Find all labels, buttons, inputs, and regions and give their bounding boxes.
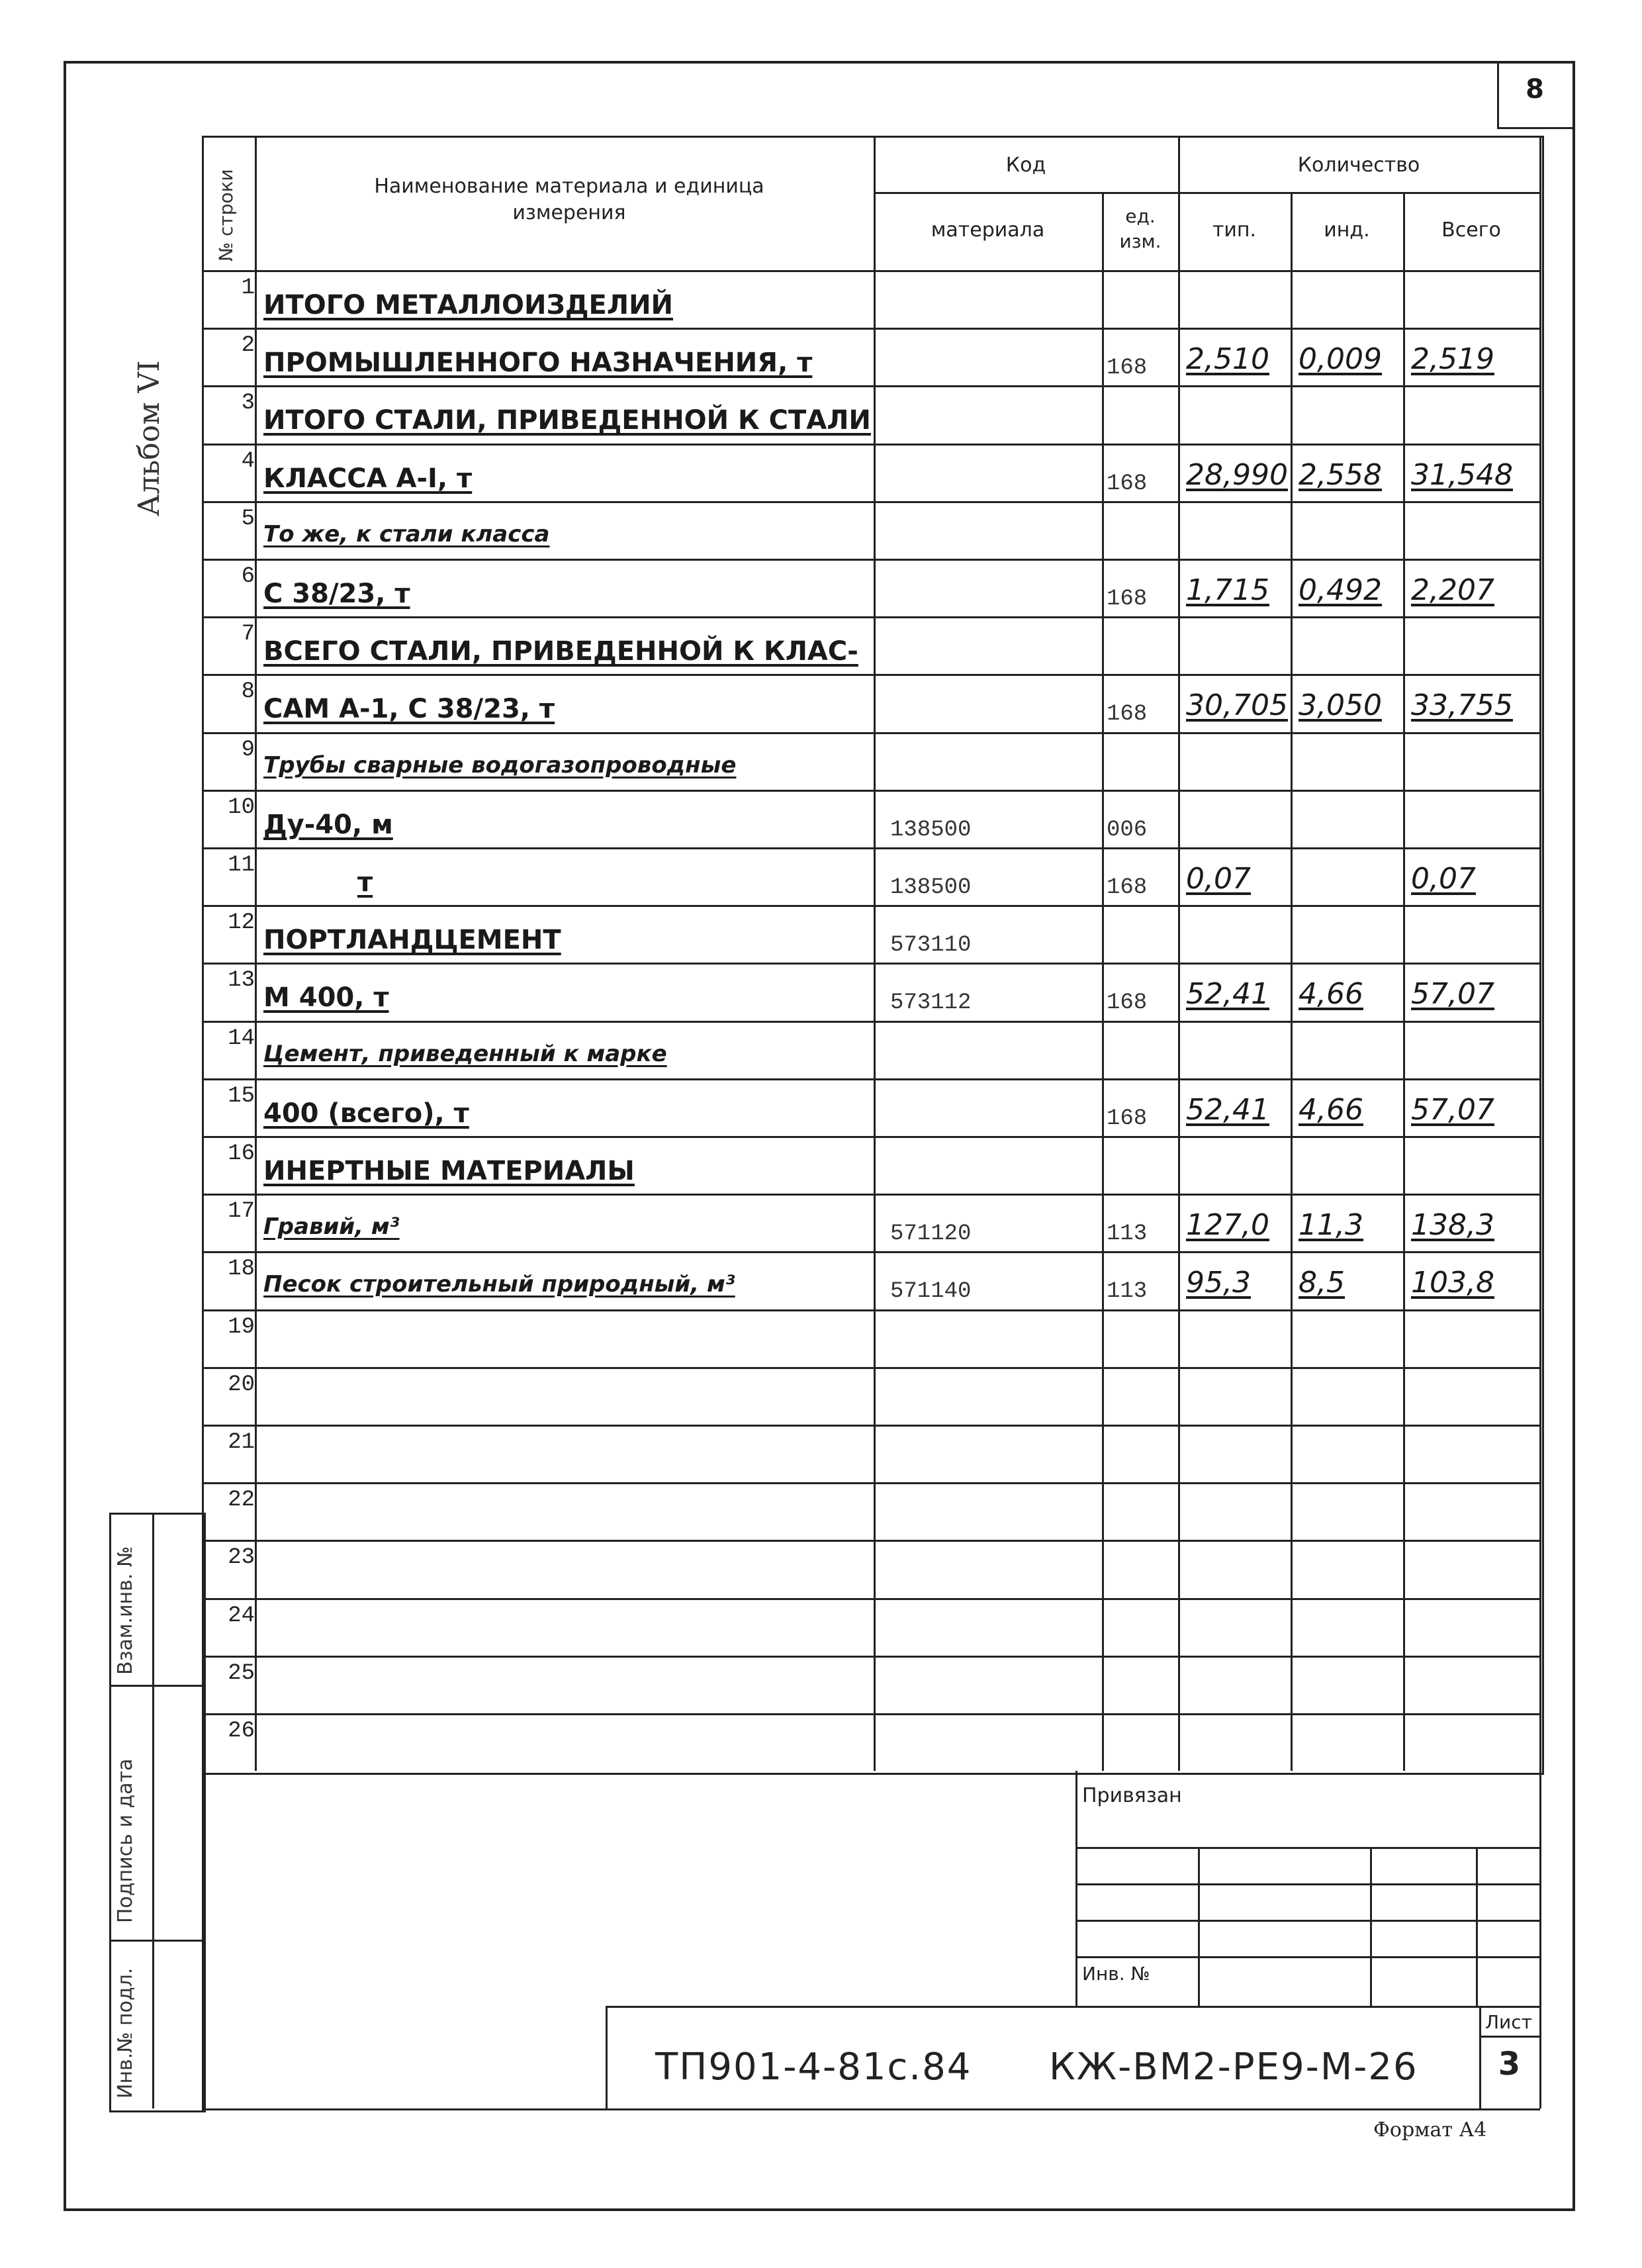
stamp-sheet-line bbox=[1479, 2036, 1539, 2038]
row-qty-ind: 0,009 bbox=[1299, 342, 1382, 376]
row-material-name: т bbox=[357, 867, 373, 898]
row-qty-ind: 3,050 bbox=[1299, 688, 1382, 722]
row-number: 14 bbox=[228, 1026, 255, 1051]
stamp-privyazan-col-1 bbox=[1198, 1847, 1200, 2006]
side-stamp-line-1 bbox=[109, 1685, 202, 1687]
side-stamp-split bbox=[152, 1513, 154, 2108]
row-qty-ind: 11,3 bbox=[1299, 1208, 1363, 1242]
stamp-sheet-number: 3 bbox=[1498, 2046, 1521, 2083]
col-line-unit bbox=[1178, 136, 1180, 1771]
row-material-code: 573112 bbox=[890, 990, 972, 1016]
row-unit-code: 168 bbox=[1107, 1106, 1148, 1131]
side-stamp-podpis: Подпись и дата bbox=[114, 1758, 137, 1923]
row-divider bbox=[202, 1251, 1540, 1253]
row-qty-total: 138,3 bbox=[1411, 1208, 1494, 1242]
row-number: 1 bbox=[241, 275, 255, 301]
row-number: 26 bbox=[228, 1719, 255, 1744]
row-number: 16 bbox=[228, 1141, 255, 1166]
header-qty-typ: тип. bbox=[1212, 218, 1257, 242]
row-material-name: Ду-40, м bbox=[263, 810, 393, 840]
stamp-privyazan-line-1 bbox=[1075, 1847, 1539, 1849]
row-number: 23 bbox=[228, 1545, 255, 1570]
row-divider bbox=[202, 1482, 1540, 1484]
row-material-code: 571140 bbox=[890, 1279, 972, 1304]
row-material-name: ИТОГО МЕТАЛЛОИЗДЕЛИЙ bbox=[263, 290, 674, 320]
col-line-code bbox=[1102, 192, 1104, 1771]
col-line-ind bbox=[1403, 192, 1405, 1771]
row-material-name: ИНЕРТНЫЕ МАТЕРИАЛЫ bbox=[263, 1156, 635, 1186]
row-material-name: Трубы сварные водогазопроводные bbox=[263, 752, 737, 779]
row-unit-code: 168 bbox=[1107, 990, 1148, 1016]
row-material-name: КЛАССА А-I, т bbox=[263, 463, 473, 494]
stamp-inv-label: Инв. № bbox=[1082, 1963, 1150, 1985]
row-material-code: 573110 bbox=[890, 933, 972, 958]
col-line-name bbox=[874, 136, 876, 1771]
row-number: 6 bbox=[241, 564, 255, 589]
row-number: 3 bbox=[241, 391, 255, 416]
header-quantity: Количество bbox=[1297, 154, 1420, 177]
row-qty-typ: 127,0 bbox=[1186, 1208, 1269, 1242]
row-material-code: 138500 bbox=[890, 875, 972, 900]
row-divider bbox=[202, 1367, 1540, 1369]
stamp-privyazan-left bbox=[1075, 1771, 1077, 2006]
row-divider bbox=[202, 1425, 1540, 1427]
header-code-unit: ед. изм. bbox=[1119, 205, 1162, 252]
row-unit-code: 168 bbox=[1107, 875, 1148, 900]
row-number: 4 bbox=[241, 449, 255, 474]
row-unit-code: 006 bbox=[1107, 818, 1148, 843]
row-material-name: ПОРТЛАНДЦЕМЕНТ bbox=[263, 925, 561, 955]
header-qty-ind: инд. bbox=[1324, 218, 1370, 242]
row-qty-total: 2,519 bbox=[1411, 342, 1494, 376]
row-number: 12 bbox=[228, 910, 255, 935]
row-number: 13 bbox=[228, 968, 255, 993]
row-qty-ind: 2,558 bbox=[1299, 458, 1382, 492]
row-qty-ind: 8,5 bbox=[1299, 1266, 1345, 1299]
row-material-code: 138500 bbox=[890, 818, 972, 843]
stamp-right-line bbox=[1539, 1771, 1541, 2108]
stamp-bottom-line bbox=[202, 2108, 1540, 2110]
row-number: 10 bbox=[228, 795, 255, 820]
row-unit-code: 168 bbox=[1107, 355, 1148, 381]
header-code-material: материала bbox=[931, 218, 1045, 242]
row-material-name: Гравий, м³ bbox=[263, 1213, 400, 1240]
row-number: 7 bbox=[241, 622, 255, 647]
row-divider bbox=[202, 1713, 1540, 1715]
row-qty-total: 33,755 bbox=[1411, 688, 1513, 722]
album-label: Альбом VI bbox=[132, 360, 166, 516]
row-material-name: С 38/23, т bbox=[263, 579, 410, 609]
row-material-name: 400 (всего), т bbox=[263, 1098, 469, 1129]
row-divider bbox=[202, 963, 1540, 965]
side-stamp-vzam: Взам.инв. № bbox=[114, 1546, 137, 1675]
row-qty-ind: 4,66 bbox=[1299, 1093, 1363, 1127]
row-qty-total: 57,07 bbox=[1411, 977, 1494, 1011]
stamp-privyazan-line-4 bbox=[1075, 1956, 1539, 1958]
row-material-name: Цемент, приведенный к марке bbox=[263, 1041, 667, 1067]
row-number: 18 bbox=[228, 1256, 255, 1282]
row-number: 17 bbox=[228, 1199, 255, 1224]
row-divider bbox=[202, 1194, 1540, 1196]
col-line-typ bbox=[1291, 192, 1293, 1771]
row-qty-total: 0,07 bbox=[1411, 862, 1476, 896]
row-divider bbox=[202, 1021, 1540, 1023]
row-material-name: М 400, т bbox=[263, 982, 389, 1013]
row-divider bbox=[202, 732, 1540, 734]
stamp-privyazan-col-3 bbox=[1476, 1847, 1478, 2006]
row-qty-typ: 52,41 bbox=[1186, 977, 1269, 1011]
stamp-designation-left: ТП901-4-81с.84 bbox=[655, 2046, 972, 2089]
row-number: 8 bbox=[241, 679, 255, 704]
page-number-underline bbox=[1497, 127, 1573, 129]
row-qty-total: 31,548 bbox=[1411, 458, 1513, 492]
header-sub-line-qty bbox=[1178, 192, 1539, 194]
row-divider bbox=[202, 1078, 1540, 1080]
row-divider bbox=[202, 385, 1540, 387]
row-divider bbox=[202, 1136, 1540, 1138]
page-number: 8 bbox=[1526, 74, 1544, 105]
format-label: Формат А4 bbox=[1373, 2118, 1487, 2142]
row-unit-code: 168 bbox=[1107, 702, 1148, 727]
row-number: 21 bbox=[228, 1430, 255, 1455]
row-qty-typ: 95,3 bbox=[1186, 1266, 1251, 1299]
row-number: 9 bbox=[241, 737, 255, 763]
row-number: 24 bbox=[228, 1603, 255, 1629]
row-number: 11 bbox=[228, 853, 255, 878]
row-qty-typ: 52,41 bbox=[1186, 1093, 1269, 1127]
stamp-title-left bbox=[606, 2006, 608, 2108]
col-line-right bbox=[1539, 136, 1541, 1771]
row-divider bbox=[202, 616, 1540, 618]
row-qty-ind: 4,66 bbox=[1299, 977, 1363, 1011]
side-stamp-line-2 bbox=[109, 1940, 202, 1942]
row-material-name: САМ А-1, С 38/23, т bbox=[263, 694, 555, 724]
header-name: Наименование материала и единица измерения bbox=[374, 175, 764, 224]
stamp-designation-right: КЖ-ВМ2-РЕ9-М-26 bbox=[1049, 2046, 1418, 2089]
row-divider bbox=[202, 847, 1540, 849]
row-number: 19 bbox=[228, 1315, 255, 1340]
stamp-sheet-label: Лист bbox=[1485, 2011, 1532, 2033]
header-code: Код bbox=[1005, 154, 1046, 177]
stamp-privyazan-line-3 bbox=[1075, 1920, 1539, 1922]
row-material-name: То же, к стали класса bbox=[263, 521, 550, 547]
row-qty-total: 103,8 bbox=[1411, 1266, 1494, 1299]
row-number: 2 bbox=[241, 333, 255, 358]
row-qty-ind: 0,492 bbox=[1299, 573, 1382, 607]
header-qty-total: Всего bbox=[1441, 218, 1501, 242]
row-divider bbox=[202, 1309, 1540, 1311]
row-divider bbox=[202, 1540, 1540, 1542]
stamp-privyazan-line-2 bbox=[1075, 1883, 1539, 1885]
header-row-no: № строки bbox=[215, 169, 237, 261]
row-divider bbox=[202, 1598, 1540, 1600]
row-material-name: ИТОГО СТАЛИ, ПРИВЕДЕННОЙ К СТАЛИ bbox=[263, 405, 871, 436]
row-qty-total: 2,207 bbox=[1411, 573, 1494, 607]
row-material-name: ВСЕГО СТАЛИ, ПРИВЕДЕННОЙ К КЛАС- bbox=[263, 636, 858, 667]
row-number: 20 bbox=[228, 1372, 255, 1397]
col-line-num bbox=[255, 136, 257, 1771]
row-divider bbox=[202, 790, 1540, 792]
stamp-privyazan-label: Привязан bbox=[1082, 1784, 1182, 1807]
header-bottom-line bbox=[202, 270, 1540, 272]
row-divider bbox=[202, 559, 1540, 561]
row-divider bbox=[202, 905, 1540, 907]
stamp-privyazan-col-2 bbox=[1370, 1847, 1372, 2006]
row-number: 25 bbox=[228, 1661, 255, 1686]
header-sub-line-code bbox=[874, 192, 1178, 194]
stamp-title-top bbox=[606, 2006, 1539, 2008]
row-number: 5 bbox=[241, 506, 255, 532]
row-number: 22 bbox=[228, 1488, 255, 1513]
row-unit-code: 113 bbox=[1107, 1279, 1148, 1304]
row-divider bbox=[202, 674, 1540, 676]
row-material-name: Песок строительный природный, м³ bbox=[263, 1271, 735, 1298]
row-divider bbox=[202, 501, 1540, 503]
side-stamp-inv: Инв.№ подл. bbox=[114, 1967, 137, 2099]
row-qty-typ: 2,510 bbox=[1186, 342, 1269, 376]
row-divider bbox=[202, 328, 1540, 330]
row-unit-code: 168 bbox=[1107, 471, 1148, 496]
materials-table-frame bbox=[202, 136, 1544, 1775]
row-divider bbox=[202, 444, 1540, 446]
row-divider bbox=[202, 1656, 1540, 1658]
row-unit-code: 168 bbox=[1107, 587, 1148, 612]
row-qty-total: 57,07 bbox=[1411, 1093, 1494, 1127]
stamp-left-line bbox=[202, 1771, 204, 2108]
row-qty-typ: 1,715 bbox=[1186, 573, 1269, 607]
row-material-name: ПРОМЫШЛЕННОГО НАЗНАЧЕНИЯ, т bbox=[263, 348, 813, 378]
row-material-code: 571120 bbox=[890, 1221, 972, 1247]
row-qty-typ: 0,07 bbox=[1186, 862, 1251, 896]
row-qty-typ: 30,705 bbox=[1186, 688, 1288, 722]
row-unit-code: 113 bbox=[1107, 1221, 1148, 1247]
row-number: 15 bbox=[228, 1084, 255, 1109]
row-qty-typ: 28,990 bbox=[1186, 458, 1288, 492]
